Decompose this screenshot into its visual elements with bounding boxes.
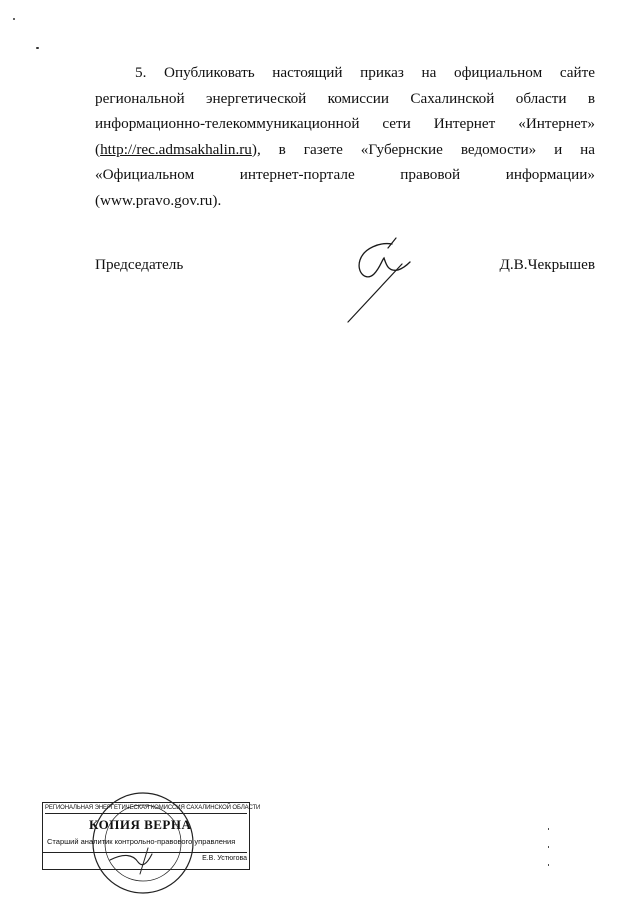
stamp-signer: Е.В. Устюгова — [43, 852, 247, 862]
signatory-title: Председатель — [95, 256, 184, 273]
scan-speck — [548, 846, 549, 848]
round-seal — [90, 790, 196, 896]
certification-stamp — [42, 790, 261, 895]
stamp-position: Старший аналитик контрольно-правового управления — [47, 837, 236, 846]
scan-speck — [548, 864, 549, 866]
handwritten-signature — [336, 234, 416, 326]
scan-speck — [36, 47, 39, 49]
scan-speck — [548, 828, 549, 830]
paragraph-text: Опубликовать настоящий приказ на официальном сайте региональной энергетической комиссии Сахалинской области в информационно-телекоммуникационной сети Интернет «Интернет» ( — [95, 64, 596, 158]
paragraph-number: 5. — [135, 64, 147, 81]
signatory-name: Д.В.Чекрышев — [499, 256, 595, 273]
paragraph-text-end: ), в газете «Губернские ведомости» и на «Официальном интернет-портале правовой информации» (www.pravo.gov.ru). — [95, 140, 595, 209]
stamp-organization: РЕГИОНАЛЬНАЯ ЭНЕРГЕТИЧЕСКАЯ КОМИССИЯ САХАЛИНСКОЙ ОБЛАСТИ — [45, 805, 247, 814]
scan-speck — [13, 18, 15, 20]
stamp-copy-label: КОПИЯ ВЕРНА — [89, 817, 192, 832]
paragraph-5 — [95, 60, 595, 214]
rec-website-link[interactable]: http://rec.admsakhalin.ru — [100, 140, 252, 158]
